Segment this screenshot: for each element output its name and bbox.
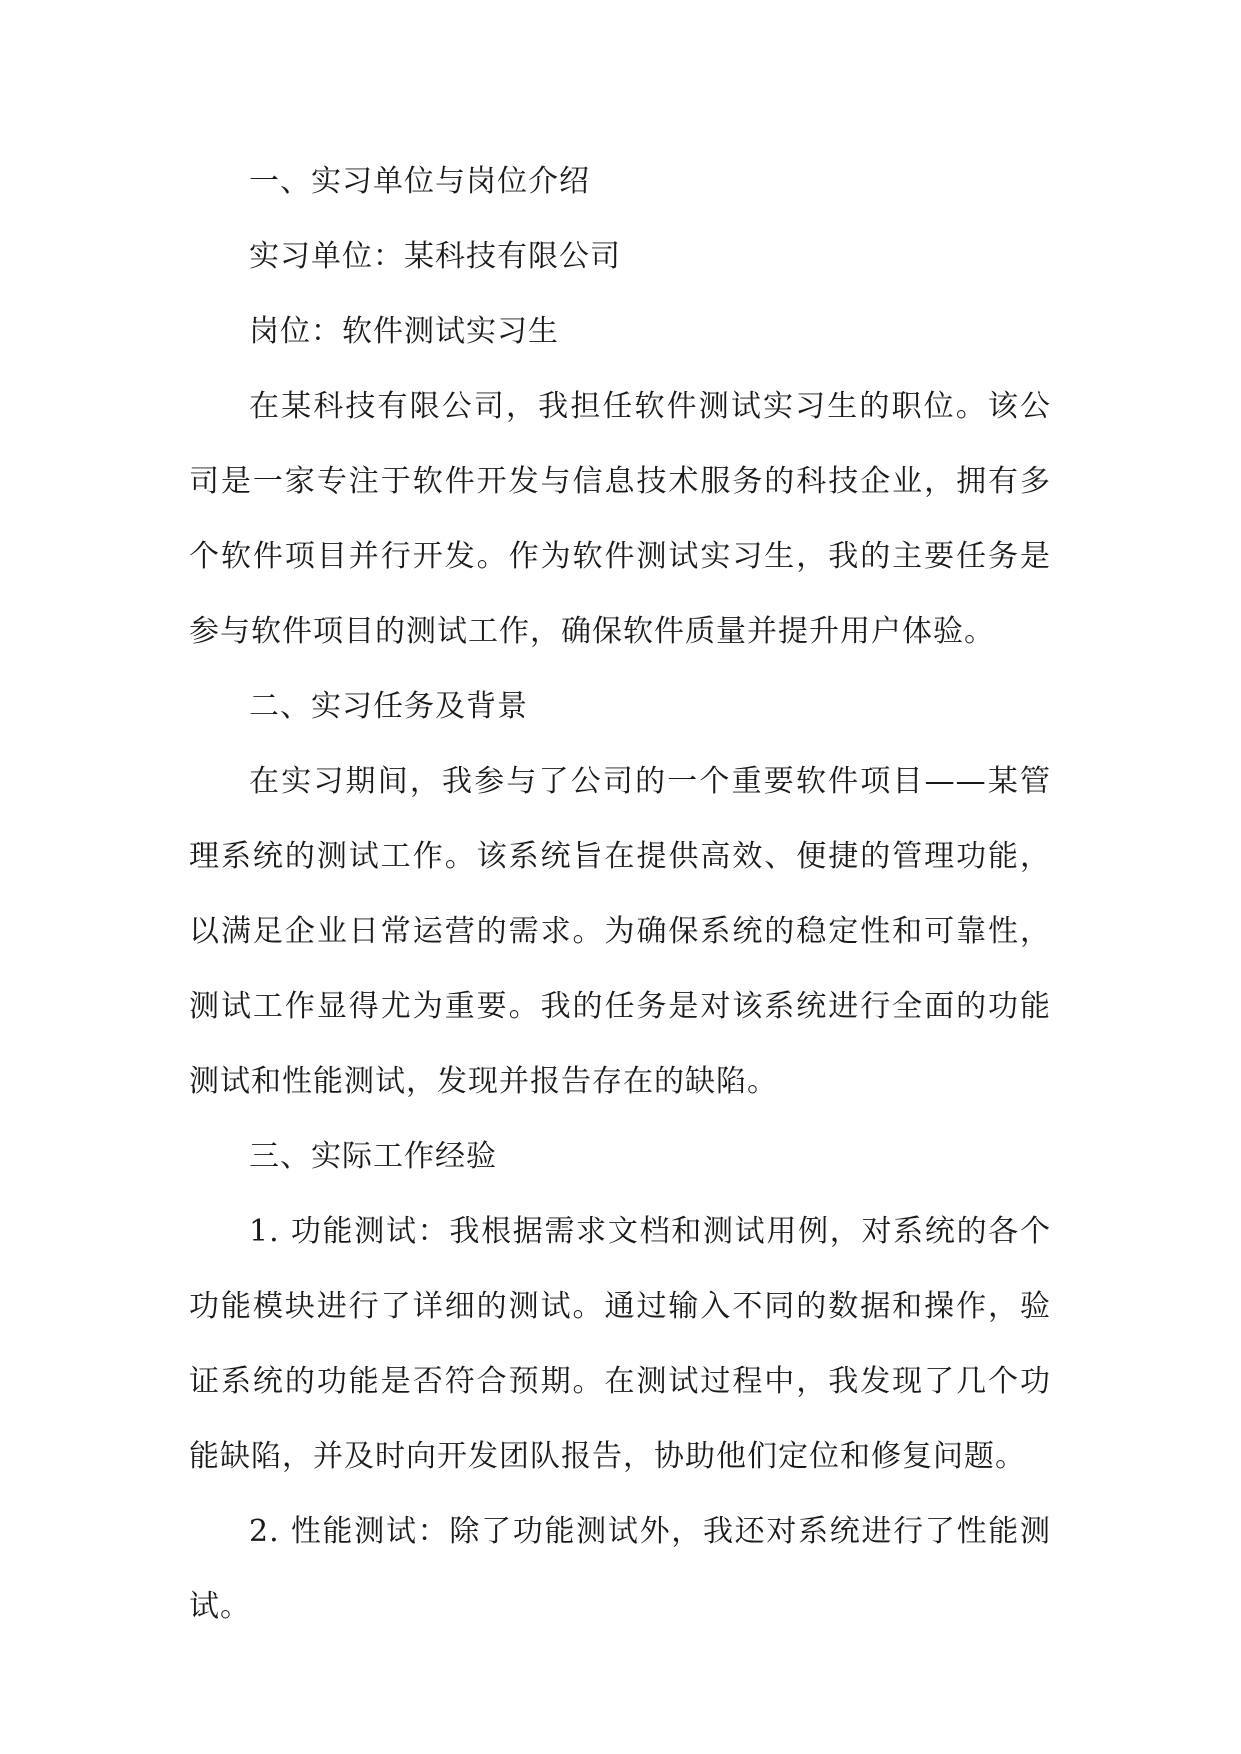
- functional-testing-paragraph: 1. 功能测试：我根据需求文档和测试用例，对系统的各个功能模块进行了详细的测试。通过输入不同的数据和操作，验证系统的功能是否符合预期。在测试过程中，我发现了几个功能缺陷，并及时向开发团队报告，协助他们定位和修复问题。: [189, 1214, 1051, 1474]
- task-background-paragraph: 在实习期间，我参与了公司的一个重要软件项目——某管理系统的测试工作。该系统旨在提供高效、便捷的管理功能，以满足企业日常运营的需求。为确保系统的稳定性和可靠性，测试工作显得尤为重要。我的任务是对该系统进行全面的功能测试和性能测试，发现并报告存在的缺陷。: [189, 764, 1051, 1099]
- company-intro-paragraph: 在某科技有限公司，我担任软件测试实习生的职位。该公司是一家专注于软件开发与信息技术服务的科技企业，拥有多个软件项目并行开发。作为软件测试实习生，我的主要任务是参与软件项目的测试工作，确保软件质量并提升用户体验。: [189, 389, 1051, 649]
- position-line: 岗位：软件测试实习生: [249, 314, 559, 349]
- section-heading-1: 一、实习单位与岗位介绍: [249, 164, 590, 199]
- document-body: [189, 144, 1051, 1644]
- internship-company-line: 实习单位：某科技有限公司: [249, 239, 621, 274]
- performance-testing-paragraph: 2. 性能测试：除了功能测试外，我还对系统进行了性能测试。: [189, 1514, 1051, 1624]
- section-heading-3: 三、实际工作经验: [249, 1139, 497, 1174]
- section-heading-2: 二、实习任务及背景: [249, 689, 528, 724]
